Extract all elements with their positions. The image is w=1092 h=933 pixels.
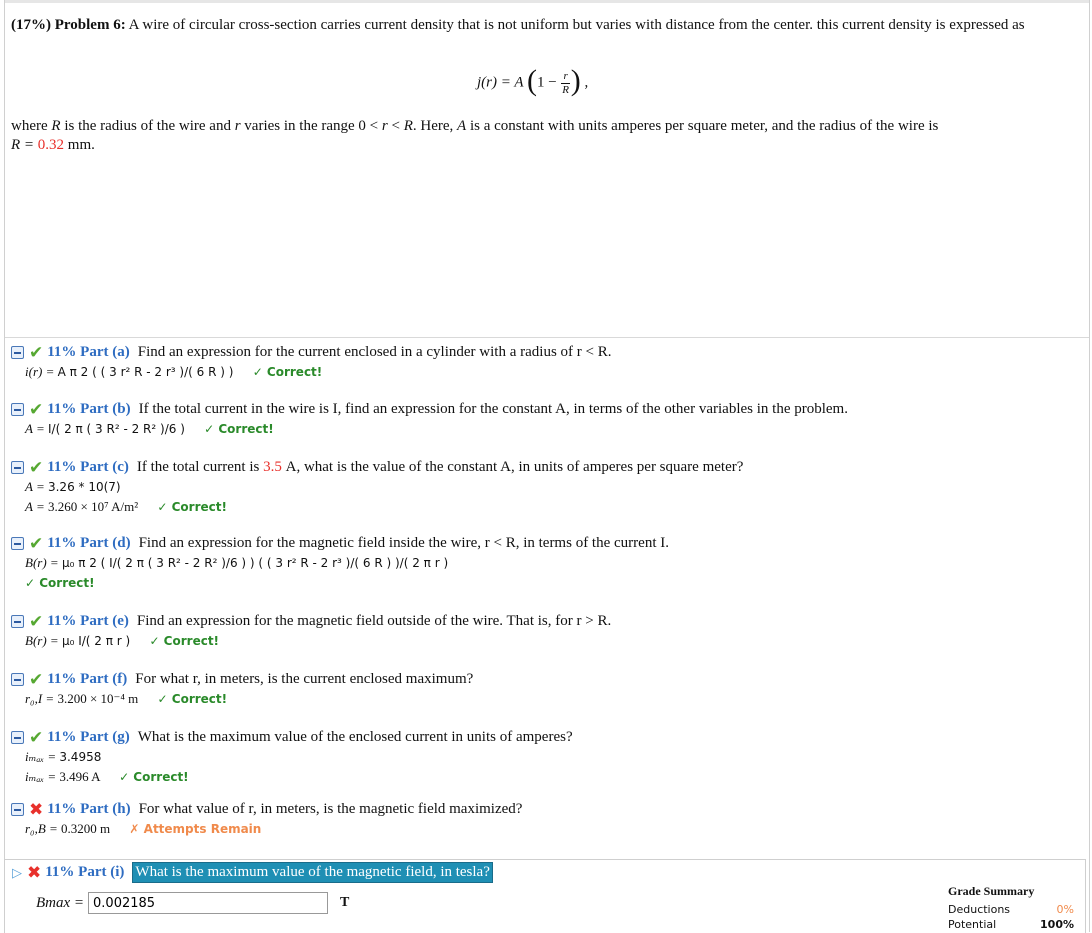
part-g-final: 3.496 A bbox=[59, 769, 100, 784]
problem-where-text: where R is the radius of the wire and r varies in the range 0 < r < R. Here, A is a constant with units amperes per square meter, and the radius of the wire is R = 0.32 mm. bbox=[11, 118, 939, 153]
collapse-icon[interactable] bbox=[11, 537, 24, 550]
part-c-final: 3.260 × 10⁷ A/m² bbox=[47, 499, 139, 514]
part-c-answer: 3.26 * 10(7) bbox=[47, 480, 121, 494]
part-f: ✔ 11% Part (f) For what r, in meters, is the current enclosed maximum? r₀,I = 3.200 × 10⁻⁴ m ✓ Correct! bbox=[11, 670, 473, 709]
part-i-question: What is the maximum value of the magnetic field, in tesla? bbox=[132, 862, 492, 883]
problem-text: A wire of circular cross-section carries current density that is not uniform but varies with distance from the center. this current density is expressed as bbox=[128, 17, 1025, 33]
formula-one: 1 − bbox=[537, 74, 557, 91]
deductions-value: 0% bbox=[1056, 903, 1074, 916]
collapse-icon[interactable] bbox=[11, 673, 24, 686]
collapse-icon[interactable] bbox=[11, 803, 24, 816]
part-a-answer: A π 2 ( ( 3 r² R - 2 r³ )/( 6 R ) ) bbox=[57, 365, 234, 379]
part-f-answer: 3.200 × 10⁻⁴ m bbox=[57, 691, 139, 706]
part-c: ✔ 11% Part (c) If the total current is 3.5 A, what is the value of the constant A, in units of amperes per square meter? A = 3.26 * 10(7) A = 3.260 × 10⁷ A/m² ✓ Correct! bbox=[11, 458, 743, 517]
part-a: ✔ 11% Part (a) Find an expression for the current enclosed in a cylinder with a radius of r < R. i(r) = A π 2 ( ( 3 r² R - 2 r³ )/( 6 R ) ) ✓ Correct! bbox=[11, 343, 611, 382]
part-b: ✔ 11% Part (b) If the total current in the wire is I, find an expression for the constant A, in terms of the other variables in the problem. A = I/( 2 π ( 3 R² - 2 R² )/6 ) ✓ Correct! bbox=[11, 400, 848, 439]
problem-header: (17%) Problem 6: bbox=[11, 17, 126, 33]
bmax-unit: T bbox=[340, 895, 350, 910]
part-b-status: ✓ Correct! bbox=[204, 422, 274, 436]
collapse-icon[interactable] bbox=[11, 615, 24, 628]
section-divider bbox=[5, 337, 1089, 338]
potential-label: Potential bbox=[948, 918, 997, 931]
part-e-answer: μ₀ I/( 2 π r ) bbox=[61, 634, 131, 648]
formula-lhs: j(r) = A bbox=[477, 74, 524, 91]
part-b-answer: I/( 2 π ( 3 R² - 2 R² )/6 ) bbox=[47, 422, 185, 436]
bmax-input[interactable] bbox=[88, 892, 328, 914]
grade-summary bbox=[948, 884, 1074, 932]
part-h-label[interactable]: 11% Part (h) bbox=[47, 801, 131, 817]
cross-icon: ✖ bbox=[29, 800, 44, 819]
problem-frame bbox=[4, 0, 1090, 932]
formula-tail: , bbox=[584, 74, 589, 91]
part-i-label[interactable]: 11% Part (i) bbox=[45, 864, 125, 880]
part-b-label[interactable]: 11% Part (b) bbox=[47, 401, 131, 417]
part-i-input-row bbox=[36, 892, 349, 914]
collapse-icon[interactable] bbox=[11, 403, 24, 416]
part-c-current-value: 3.5 bbox=[263, 459, 282, 475]
check-icon: ✔ bbox=[29, 400, 44, 419]
part-d-label[interactable]: 11% Part (d) bbox=[47, 535, 131, 551]
collapse-icon[interactable] bbox=[11, 461, 24, 474]
check-icon: ✔ bbox=[29, 612, 44, 631]
part-a-question: Find an expression for the current enclosed in a cylinder with a radius of r < R. bbox=[137, 344, 612, 360]
formula-fraction: $\frac{r}{R}$ bbox=[562, 69, 569, 96]
part-h-status: ✗ Attempts Remain bbox=[129, 822, 262, 836]
part-f-question: For what r, in meters, is the current enclosed maximum? bbox=[135, 671, 474, 687]
collapse-icon[interactable] bbox=[11, 346, 24, 359]
grade-summary-title: Grade Summary bbox=[948, 884, 1035, 898]
check-icon: ✔ bbox=[29, 670, 44, 689]
radius-value: 0.32 bbox=[37, 137, 65, 153]
part-d-status: ✓ Correct! bbox=[25, 576, 95, 590]
cross-icon: ✖ bbox=[27, 863, 42, 882]
part-g-question: What is the maximum value of the enclosed current in units of amperes? bbox=[137, 729, 573, 745]
bmax-label: Bmax = bbox=[36, 894, 85, 911]
check-icon: ✔ bbox=[29, 343, 44, 362]
radius-unit: mm. bbox=[67, 137, 95, 153]
part-d-question: Find an expression for the magnetic field inside the wire, r < R, in terms of the current I. bbox=[138, 535, 669, 551]
radius-label: R = bbox=[11, 137, 35, 153]
part-e-question: Find an expression for the magnetic field outside of the wire. That is, for r > R. bbox=[136, 613, 612, 629]
part-e: ✔ 11% Part (e) Find an expression for the magnetic field outside of the wire. That is, for r > R. B(r) = μ₀ I/( 2 π r ) ✓ Correct! bbox=[11, 612, 611, 651]
collapse-icon[interactable] bbox=[11, 731, 24, 744]
part-b-question: If the total current in the wire is I, find an expression for the constant A, in terms of the other variables in the problem. bbox=[138, 401, 848, 417]
part-g-status: ✓ Correct! bbox=[119, 770, 189, 784]
part-a-status: ✓ Correct! bbox=[252, 365, 323, 379]
part-f-label[interactable]: 11% Part (f) bbox=[47, 671, 128, 687]
potential-value: 100% bbox=[1040, 918, 1074, 931]
check-icon: ✔ bbox=[29, 458, 44, 477]
part-i bbox=[12, 862, 493, 883]
part-f-status: ✓ Correct! bbox=[157, 692, 228, 706]
part-e-status: ✓ Correct! bbox=[149, 634, 220, 648]
part-a-label[interactable]: 11% Part (a) bbox=[47, 344, 130, 360]
part-g: ✔ 11% Part (g) What is the maximum value of the enclosed current in units of amperes? iₘₐₓ = 3.4958 iₘₐₓ = 3.496 A ✓ Correct! bbox=[11, 728, 573, 787]
part-e-label[interactable]: 11% Part (e) bbox=[47, 613, 129, 629]
check-icon: ✔ bbox=[29, 728, 44, 747]
part-g-label[interactable]: 11% Part (g) bbox=[47, 729, 130, 745]
expand-arrow-icon[interactable]: ▷ bbox=[12, 865, 22, 880]
part-c-status: ✓ Correct! bbox=[157, 500, 227, 514]
check-icon: ✔ bbox=[29, 534, 44, 553]
part-g-answer: 3.4958 bbox=[59, 750, 102, 764]
part-c-label[interactable]: 11% Part (c) bbox=[47, 459, 129, 475]
part-h-answer: 0.3200 m bbox=[61, 821, 111, 836]
part-h: ✖ 11% Part (h) For what value of r, in meters, is the magnetic field maximized? r₀,B = 0.3200 m ✗ Attempts Remain bbox=[11, 800, 522, 839]
part-h-question: For what value of r, in meters, is the magnetic field maximized? bbox=[138, 801, 523, 817]
problem-statement bbox=[11, 16, 1071, 35]
top-divider bbox=[5, 0, 1089, 3]
current-density-formula: j(r) = A (1 − $\frac{r}{R}$ ) , bbox=[477, 64, 589, 97]
deductions-label: Deductions bbox=[948, 903, 1011, 916]
part-d-answer: μ₀ π 2 ( I/( 2 π ( 3 R² - 2 R² )/6 ) ) ( ( 3 r² R - 2 r³ )/( 6 R ) )/( 2 π r ) bbox=[61, 556, 449, 570]
part-d: ✔ 11% Part (d) Find an expression for the magnetic field inside the wire, r < R, in terms of the current I. B(r) = μ₀ π 2 ( I/( 2 π ( 3 R² - 2 R² )/6 ) ) ( ( 3 r² R - 2 r³ )/( 6 R ) )/( 2 π r ) ✓ Correct! bbox=[11, 534, 669, 593]
